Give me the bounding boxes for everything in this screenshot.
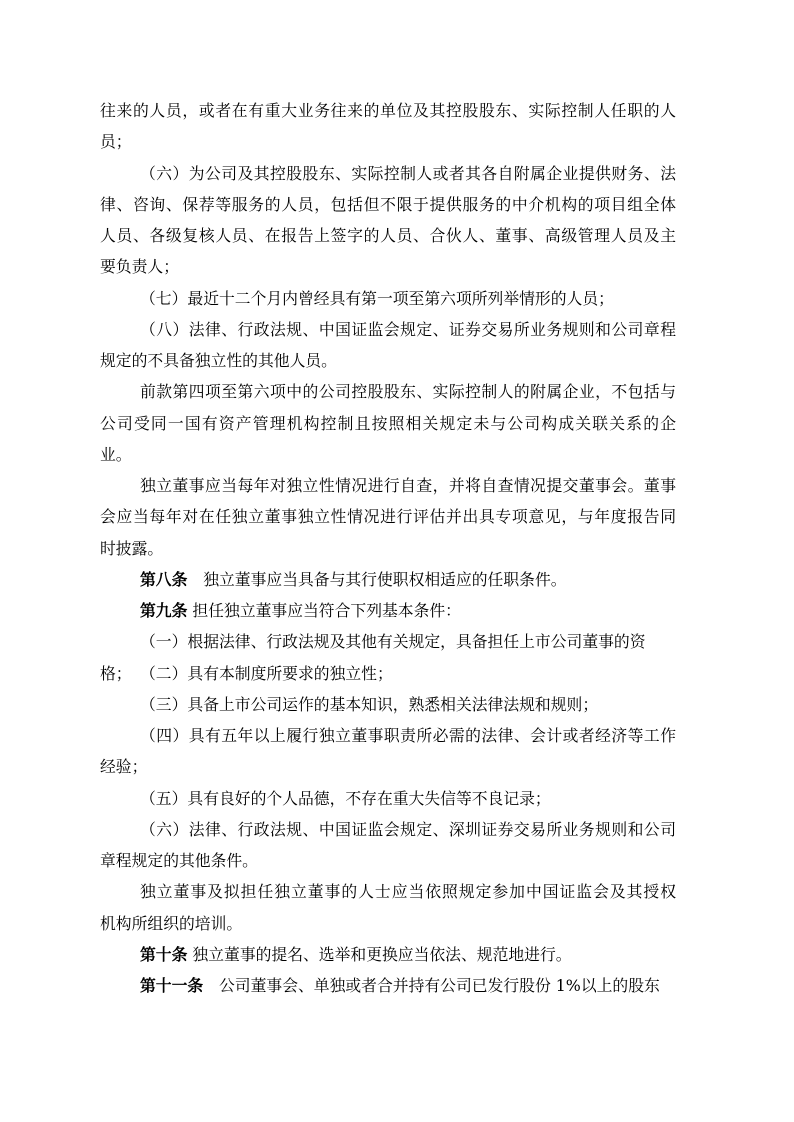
text-run: （四）具有五年以上履行独立董事职责所必需的法律、会计或者经济等工作 bbox=[140, 726, 676, 745]
paragraph bbox=[100, 376, 676, 470]
paragraph bbox=[100, 970, 676, 1001]
text-line bbox=[100, 689, 676, 720]
text-run: （一）根据法律、行政法规及其他有关规定，具备担任上市公司董事的资格； bbox=[100, 632, 646, 683]
paragraph bbox=[100, 689, 676, 720]
text-run: 章程规定的其他条件。 bbox=[100, 851, 258, 870]
text-line bbox=[100, 564, 676, 595]
text-run: 独立董事应当每年对独立性情况进行自查，并将自查情况提交董事会。董事 bbox=[140, 476, 676, 495]
text-run: 独立董事的提名、选举和更换应当依法、规范地进行。 bbox=[187, 944, 572, 964]
text-line bbox=[100, 658, 676, 689]
text-run: 时披露。 bbox=[100, 538, 164, 558]
paragraph bbox=[100, 283, 676, 314]
text-run: 独立董事应当具备与其行使职权相适应的任职条件。 bbox=[187, 569, 567, 589]
text-line bbox=[100, 408, 676, 439]
paragraph bbox=[100, 814, 676, 877]
text-run: （七）最近十二个月内曾经具有第一项至第六项所列举情形的人员； bbox=[140, 288, 614, 308]
text-run: 机构所组织的培训。 bbox=[100, 913, 243, 933]
paragraph bbox=[100, 314, 676, 377]
text-run: 会应当每年对在任独立董事独立性情况进行评估并出具专项意见，与年度报告同 bbox=[100, 507, 676, 527]
text-line bbox=[100, 95, 676, 126]
article-number: 第八条 bbox=[140, 569, 188, 589]
text-run: 经验； bbox=[100, 757, 148, 777]
text-run: 规定的不具备独立性的其他人员。 bbox=[100, 351, 337, 370]
text-line bbox=[100, 376, 676, 407]
paragraph bbox=[100, 658, 676, 689]
document-body bbox=[100, 95, 676, 1001]
text-line bbox=[100, 939, 676, 970]
text-run: 担任独立董事应当符合下列基本条件： bbox=[187, 601, 461, 620]
paragraph bbox=[100, 720, 676, 783]
text-line bbox=[100, 189, 676, 220]
text-run: 公司董事会、单独或者合并持有公司已发行股份 1%以上的股东 bbox=[203, 976, 660, 995]
paragraph bbox=[100, 95, 676, 158]
paragraph bbox=[100, 939, 676, 970]
text-run: 往来的人员，或者在有重大业务往来的单位及其控股股东、实际控制人任职的人 bbox=[100, 101, 676, 120]
text-run: 独立董事及拟担任独立董事的人士应当依照规定参加中国证监会及其授权 bbox=[140, 882, 676, 902]
text-line bbox=[100, 314, 676, 345]
article-number: 第十条 bbox=[140, 944, 188, 964]
text-run: 公司受同一国有资产管理机构控制且按照相关规定未与公司构成关联关系的企 bbox=[100, 413, 676, 433]
paragraph bbox=[100, 470, 676, 564]
paragraph bbox=[100, 158, 676, 283]
text-run: （六）法律、行政法规、中国证监会规定、深圳证券交易所业务规则和公司 bbox=[140, 819, 676, 839]
text-line bbox=[100, 439, 676, 470]
text-run: 前款第四项至第六项中的公司控股股东、实际控制人的附属企业，不包括与 bbox=[140, 382, 676, 402]
text-line bbox=[100, 751, 676, 782]
paragraph bbox=[100, 595, 676, 626]
text-line bbox=[100, 283, 676, 314]
text-line bbox=[100, 814, 676, 845]
paragraph bbox=[100, 564, 676, 595]
text-line bbox=[100, 251, 676, 282]
article-number: 第十一条 bbox=[140, 976, 204, 995]
text-line bbox=[100, 720, 676, 751]
text-run: 要负责人； bbox=[100, 257, 179, 277]
text-run: （二）具有本制度所要求的独立性； bbox=[140, 663, 393, 683]
text-line bbox=[100, 595, 676, 626]
text-run: （八）法律、行政法规、中国证监会规定、证券交易所业务规则和公司章程 bbox=[140, 319, 676, 339]
text-run: （五）具有良好的个人品德，不存在重大失信等不良记录； bbox=[140, 788, 551, 808]
text-line bbox=[100, 345, 676, 376]
text-line bbox=[100, 876, 676, 907]
article-number: 第九条 bbox=[140, 601, 188, 620]
text-line bbox=[100, 220, 676, 251]
text-line bbox=[100, 501, 676, 532]
text-line bbox=[100, 845, 676, 876]
text-run: 业。 bbox=[100, 444, 132, 464]
text-line bbox=[100, 533, 676, 564]
text-run: （六）为公司及其控股股东、实际控制人或者其各自附属企业提供财务、法 bbox=[140, 163, 676, 183]
text-line bbox=[100, 470, 676, 501]
text-run: （三）具备上市公司运作的基本知识，熟悉相关法律法规和规则； bbox=[140, 694, 599, 714]
paragraph bbox=[100, 876, 676, 939]
text-line bbox=[100, 126, 676, 157]
text-line bbox=[100, 783, 676, 814]
paragraph bbox=[100, 783, 676, 814]
text-line bbox=[100, 908, 676, 939]
text-run: 律、咨询、保荐等服务的人员，包括但不限于提供服务的中介机构的项目组全体 bbox=[100, 194, 676, 214]
text-run: 员； bbox=[100, 132, 132, 152]
text-line bbox=[100, 970, 676, 1001]
text-line bbox=[100, 158, 676, 189]
text-run: 人员、各级复核人员、在报告上签字的人员、合伙人、董事、高级管理人员及主 bbox=[100, 226, 676, 245]
